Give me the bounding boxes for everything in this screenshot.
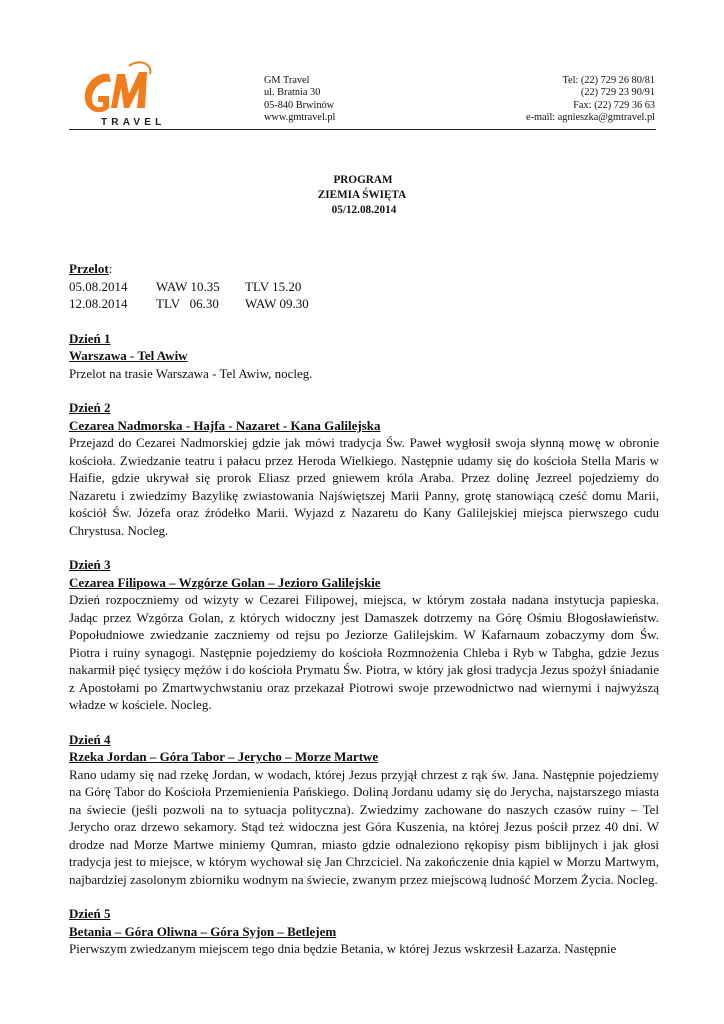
- phone-secondary: (22) 729 23 90/91: [580, 87, 655, 99]
- itinerary: [69, 260, 659, 958]
- flight-heading-line: [69, 260, 659, 278]
- day-2-section: [69, 399, 659, 539]
- day-label: Dzień 3: [69, 557, 111, 572]
- company-name: GM Travel: [264, 75, 310, 86]
- day-4-section: [69, 731, 659, 889]
- flight-heading: Przelot: [69, 261, 109, 276]
- day-description: Dzień rozpoczniemy od wizyty w Cezarei Filipowej, miejsca, w którym została nadana instytucja papieska. Jadąc przez Wzgórza Golan, z których widoczny jest Damaszek dotrzemy na Górę Ośmiu Błogosławieństw. Popołudniowe zwiedzanie zaczniemy od rejsu po Jeziorze Galilejskim. W Kafarnaum zobaczymy dom Św. Piotra i ruiny synagogi. Następnie pojedziemy do kościoła Rozmnożenia Chleba i Ryb w Tabgha, gdzie Jezus nakarmił pięć tysięcy mężów i do kościoła Prymatu Św. Piotra, w który jak głosi tradycja Jezus spożył śniadanie z Apostołami po Zmartwychwstaniu oraz przekazał Piotrowi swoje przewodnictwo nad wiernymi i najwyższą władze w kościele. Nocleg.: [69, 592, 659, 712]
- day-1-section: [69, 330, 659, 383]
- day-label: Dzień 4: [69, 731, 111, 747]
- logo-m-letter: [111, 72, 147, 108]
- flight-section: [69, 260, 659, 313]
- company-website[interactable]: www.gmtravel.pl: [264, 112, 336, 124]
- phone-primary: Tel: (22) 729 26 80/81: [562, 75, 655, 86]
- day-route: Cezarea Filipowa – Wzgórze Golan – Jezioro Galilejskie: [69, 574, 381, 590]
- day-route: Betania – Góra Oliwna – Góra Syjon – Betlejem: [69, 923, 337, 939]
- email-address[interactable]: e-mail: agnieszka@gmtravel.pl: [526, 112, 655, 124]
- flight-row: [69, 278, 659, 296]
- flight-departure: WAW 10.35: [156, 278, 220, 294]
- day-route: Rzeka Jordan – Góra Tabor – Jerycho – Morze Martwe: [69, 749, 379, 764]
- day-label: Dzień 1: [69, 330, 111, 346]
- company-address: [264, 75, 335, 125]
- title-destination: ZIEMIA ŚWIĘTA: [317, 189, 407, 201]
- flight-arrival: WAW 09.30: [245, 296, 309, 311]
- day-label: Dzień 2: [69, 400, 111, 415]
- logo-subtitle: TRAVEL: [101, 117, 166, 128]
- flight-row: [69, 295, 659, 313]
- title-dates: 05/12.08.2014: [331, 204, 397, 216]
- day-5-section: [69, 905, 659, 958]
- day-description: Pierwszym zwiedzanym miejscem tego dnia będzie Betania, w której Jezus wskrzesił Łazarza. Następnie: [69, 941, 617, 956]
- gm-travel-logo: [79, 60, 169, 130]
- flight-heading-colon: :: [108, 261, 113, 276]
- day-description: Przelot na trasie Warszawa - Tel Awiw, nocleg.: [69, 365, 313, 381]
- flight-date: 12.08.2014: [69, 296, 128, 311]
- day-label: Dzień 5: [69, 906, 111, 921]
- day-route: Cezarea Nadmorska - Hajfa - Nazaret - Kana Galilejska: [69, 417, 381, 433]
- company-city: 05-840 Brwinów: [264, 99, 335, 111]
- fax-number: Fax: (22) 729 36 63: [573, 99, 655, 111]
- logo-g-letter: [85, 74, 111, 112]
- company-street: ul. Bratnia 30: [264, 87, 321, 99]
- day-description: Przejazd do Cezarei Nadmorskiej gdzie jak mówi tradycja Św. Paweł wygłosił swoja słynną mowę w obronie kościoła. Zwiedzanie teatru i pałacu przez Heroda Wielkiego. Następnie udamy się do kościoła Stella Maris w Haifie, gdzie ukrywał się prorok Eliasz przed gniewem króla Araba. Przez dolinę Jezreel pojedziemy do Nazaretu i zwiedzimy Bazylikę zwiastowania Najświętszej Marii Panny, grotę stanowiącą cześć domu Marii, kościół Św. Józefa oraz źródełko Marii. Wyjazd z Nazaretu do Kany Galilejskiej miejsca pierwszego cudu Chrystusa. Nocleg.: [69, 435, 659, 538]
- header-divider: [69, 129, 656, 130]
- flight-departure: TLV 06.30: [156, 296, 219, 311]
- day-description: Rano udamy się nad rzekę Jordan, w wodach, której Jezus przyjął chrzest z rąk św. Jana. Następnie pojedziemy na Górę Tabor do Kościoła Przemienienia Pańskiego. Doliną Jordanu udamy się do Jerycha, najstarszego miasta na świecie (jeśli pozwoli na to sytuacja polityczna). Zwiedzimy zachowane do naszych czasów ruiny – Tel Jerycho oraz drzewo sekamory. Stąd też widoczna jest Góra Kuszenia, na której Jezus pościł przez 40 dni. W drodze nad Morze Martwe miniemy Qumran, miasto gdzie odnaleziono rękopisy pism biblijnych i jak głosi tradycja jest to miejsce, w którym wychował się Jan Chrzciciel. Na zakończenie dnia kąpiel w Morzu Martwym, najbardziej zasolonym zbiorniku wodnym na świecie, zwanym przez miejscową ludność Morzem Życia. Nocleg.: [69, 766, 659, 887]
- flight-date: 05.08.2014: [69, 278, 128, 294]
- program-title: [0, 173, 724, 218]
- title-program: PROGRAM: [333, 174, 393, 186]
- company-contact: [526, 75, 655, 125]
- day-route: Warszawa - Tel Awiw: [69, 348, 188, 363]
- flight-arrival: TLV 15.20: [245, 278, 302, 294]
- day-3-section: [69, 556, 659, 714]
